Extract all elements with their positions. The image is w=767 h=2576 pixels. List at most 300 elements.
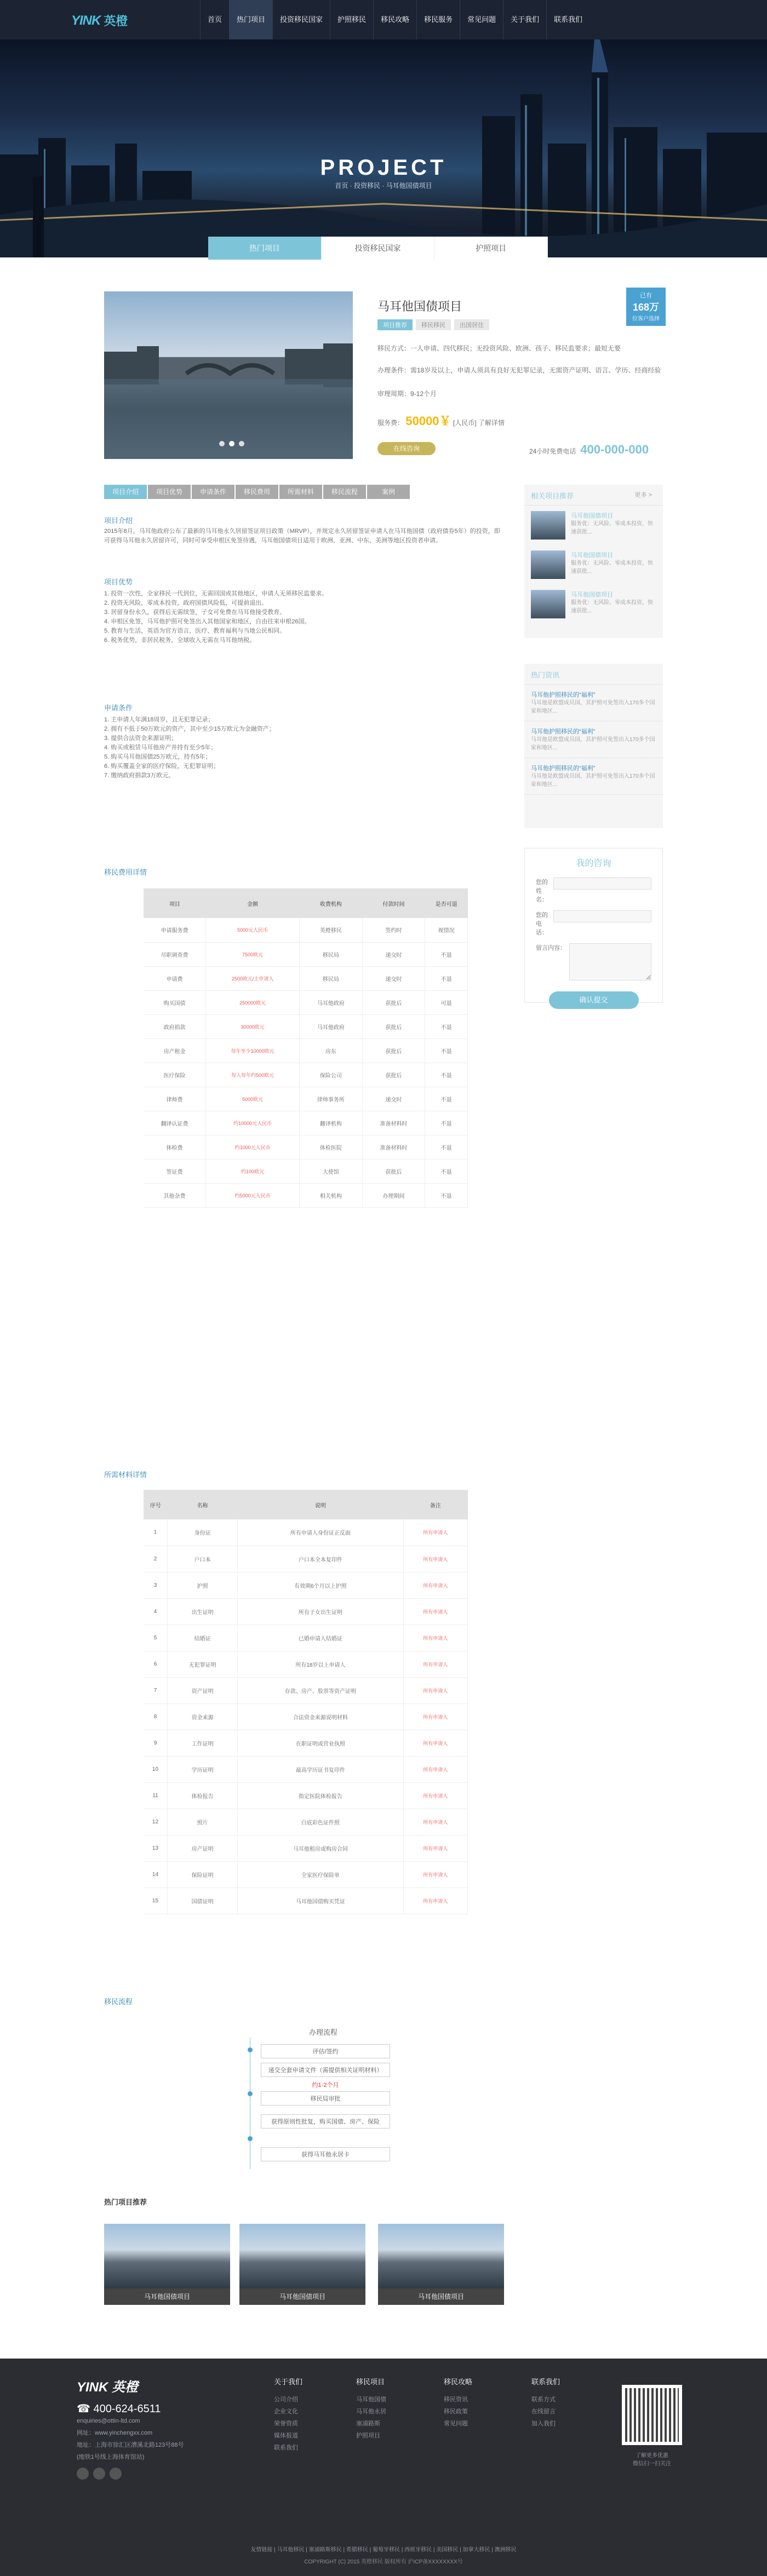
badge-line1: 已有 <box>640 292 652 299</box>
project-title: 马耳他国债项目 <box>377 300 462 313</box>
fee-cell: 视情况 <box>425 918 468 942</box>
fee-cell: 英橙移民 <box>300 918 363 942</box>
recommend-card[interactable] <box>378 2224 504 2305</box>
process-title: 办理流程 <box>308 2028 337 2036</box>
fee-cell: 获批后 <box>362 1159 425 1183</box>
material-cell: 所有申请人 <box>403 1809 467 1835</box>
material-cell: 工作证明 <box>167 1730 237 1756</box>
logo-wordmark: YINK <box>71 13 101 28</box>
requirement-item: 5. 购买马耳他国债25万欧元，持有5年； <box>104 754 211 760</box>
material-cell: 5 <box>144 1625 167 1651</box>
advantage-item: 2. 投资无风险，零成本投资，政府国债风险低，可提前退出。 <box>104 600 268 606</box>
material-cell: 所有申请人 <box>403 1519 467 1546</box>
breadcrumb[interactable]: 首页 · 投资移民 · 马耳他国债项目 <box>335 182 432 190</box>
footer-link[interactable]: 护照项目 <box>356 2432 380 2439</box>
fee-cell: 房东 <box>300 1039 363 1063</box>
fee-row <box>144 1087 468 1111</box>
hotline-label: 24小时免费电话 <box>529 447 576 455</box>
footer-col-guide <box>444 2376 472 2430</box>
price-note[interactable]: [人民币] 了解详情 <box>453 419 505 427</box>
fee-cell: 可退 <box>425 990 468 1014</box>
tag[interactable]: 移民移民 <box>416 319 451 330</box>
carousel-dots <box>219 441 244 446</box>
material-cell: 所有申请人 <box>403 1598 467 1625</box>
footer-link[interactable]: 在线留言 <box>531 2408 556 2415</box>
recommend-heading: 热门项目推荐 <box>104 2198 147 2206</box>
requirement-item: 3. 提供合法资金来源证明； <box>104 735 178 742</box>
footer-link[interactable]: 移民资讯 <box>444 2396 468 2403</box>
material-cell: 保险证明 <box>167 1861 237 1887</box>
section-materials-heading: 所需材料详情 <box>104 1471 147 1479</box>
footer-link[interactable]: 加入我们 <box>531 2420 556 2427</box>
fee-col-header: 收费机构 <box>300 888 363 918</box>
social-icons <box>77 2468 208 2480</box>
process-step: 获得原则性批复，购买国债、房产、保险 <box>261 2114 390 2129</box>
footer-address2: (地铁1号线上海体育馆站) <box>77 2454 145 2460</box>
material-cell: 所有申请人 <box>403 1782 467 1809</box>
material-row <box>144 1651 468 1677</box>
advantage-item: 6. 税务优势，非居民税务，全球收入无需在马耳他纳税。 <box>104 637 256 644</box>
material-row <box>144 1835 468 1861</box>
nav-passport[interactable]: 护照移民 <box>330 0 373 39</box>
fee-cell: 获批后 <box>362 1014 425 1039</box>
project-photo <box>104 291 353 459</box>
fee-cell: 政府捐款 <box>144 1014 206 1039</box>
requirement-item: 1. 主申请人年满18周岁，且无犯罪记录； <box>104 716 214 723</box>
subnav-hot[interactable]: 热门项目 <box>208 237 322 260</box>
requirement-item: 7. 缴纳政府捐款3万欧元。 <box>104 772 175 779</box>
material-row <box>144 1861 468 1887</box>
tab-cases[interactable]: 案例 <box>367 485 410 499</box>
fee-cell: 律师费 <box>144 1087 206 1111</box>
recommend-image <box>378 2224 504 2288</box>
form-title: 我的咨询 <box>576 859 611 868</box>
material-row <box>144 1572 468 1598</box>
material-cell: 所有申请人 <box>403 1677 467 1703</box>
fee-cell: 购买国债 <box>144 990 206 1014</box>
process-step: 获得马耳他永居卡 <box>261 2147 390 2161</box>
tab-advantage[interactable]: 项目优势 <box>148 485 191 499</box>
fee-cell: 不退 <box>425 1183 468 1207</box>
fee-cell: 5000元人民币 <box>206 918 300 942</box>
fee-cell: 尽职调查费 <box>144 942 206 966</box>
footer-phone <box>77 2403 208 2415</box>
project-tags <box>377 319 489 330</box>
consult-button[interactable]: 在线咨询 <box>377 442 436 455</box>
section-advantage-list <box>104 589 504 645</box>
nav-about[interactable]: 关于我们 <box>503 0 546 39</box>
fee-cell: 保险公司 <box>300 1063 363 1087</box>
consult-form <box>524 848 663 1003</box>
material-cell: 7 <box>144 1677 167 1703</box>
material-cell: 3 <box>144 1572 167 1598</box>
carousel-dot-active[interactable] <box>229 441 234 446</box>
badge-line3: 位客户选择 <box>632 316 660 322</box>
footer-link[interactable]: 马耳他永居 <box>356 2408 386 2415</box>
qr-code-icon <box>622 2385 682 2445</box>
footer-logo-word: YINK <box>77 2380 108 2395</box>
fee-cell: 准备材料时 <box>362 1135 425 1159</box>
material-cell: 资金来源 <box>167 1703 237 1730</box>
logo-cn: 英橙 <box>104 15 128 28</box>
material-cell: 6 <box>144 1651 167 1677</box>
process-duration: 约1-2个月 <box>312 2082 339 2089</box>
process-step: 递交全套申请文件（需提供相关证明材料） <box>261 2063 390 2077</box>
material-cell: 马耳他国债购买凭证 <box>238 1887 403 1914</box>
sub-nav <box>208 237 548 260</box>
recommend-label: 马耳他国债项目 <box>378 2288 504 2305</box>
material-cell: 白底彩色证件照 <box>238 1809 403 1835</box>
process-dot <box>248 2047 253 2052</box>
friend-links[interactable]: 友情链接 | 马耳他移民 | 塞浦路斯移民 | 希腊移民 | 葡萄牙移民 | 西班牙移民 | 美国移民 | 加拿大移民 | 澳洲移民 <box>250 2547 517 2553</box>
material-cell: 1 <box>144 1519 167 1546</box>
material-cell: 护照 <box>167 1572 237 1598</box>
material-cell: 4 <box>144 1598 167 1625</box>
tab-intro[interactable]: 项目介绍 <box>104 485 147 499</box>
fee-cell: 准备材料时 <box>362 1111 425 1135</box>
related-item-title: 马耳他国债项目 <box>570 592 613 598</box>
wechat-icon[interactable] <box>77 2468 89 2480</box>
phone-icon: ☎ <box>77 2403 94 2415</box>
material-row <box>144 1756 468 1782</box>
subnav-passport[interactable]: 护照项目 <box>434 237 548 260</box>
mat-col-header: 说明 <box>238 1490 403 1519</box>
tab-fees[interactable]: 移民费用 <box>236 485 278 499</box>
fee-cell: 不退 <box>425 1039 468 1063</box>
hot-news-headline: 马耳他护照移民的“福利” <box>531 765 596 772</box>
material-row <box>144 1598 468 1625</box>
fee-cell: 移民局 <box>300 942 363 966</box>
qq-icon[interactable] <box>110 2468 122 2480</box>
material-cell: 12 <box>144 1809 167 1835</box>
material-cell: 9 <box>144 1730 167 1756</box>
fee-cell: 获批后 <box>362 1063 425 1087</box>
fee-col-header: 项目 <box>144 888 206 918</box>
material-cell: 有效期6个月以上护照 <box>238 1572 403 1598</box>
related-item[interactable] <box>524 545 663 584</box>
fee-cell: 约10000元人民币 <box>206 1111 300 1135</box>
recommend-card[interactable] <box>104 2224 230 2305</box>
mat-col-header: 名称 <box>167 1490 237 1519</box>
material-row <box>144 1730 468 1756</box>
section-advantage-heading: 项目优势 <box>104 578 133 586</box>
section-requirements-list <box>104 715 504 781</box>
fee-cell: 大使馆 <box>300 1159 363 1183</box>
footer-link[interactable]: 移民政策 <box>444 2408 468 2415</box>
hotline <box>529 443 649 457</box>
material-cell: 13 <box>144 1835 167 1861</box>
material-cell: 无犯罪证明 <box>167 1651 237 1677</box>
material-cell: 所有申请人 <box>403 1887 467 1914</box>
fee-row <box>144 1014 468 1039</box>
name-label: 您的姓名： <box>536 879 548 903</box>
fee-row <box>144 918 468 942</box>
tab-materials[interactable]: 所需材料 <box>279 485 322 499</box>
tab-process[interactable]: 移民流程 <box>323 485 366 499</box>
badge-count: 168万 <box>632 302 660 313</box>
fee-cell: 不退 <box>425 1111 468 1135</box>
fee-cell: 翻译机构 <box>300 1111 363 1135</box>
nav-guide[interactable]: 移民攻略 <box>373 0 416 39</box>
material-cell: 马耳他租房或购房合同 <box>238 1835 403 1861</box>
related-item-desc: 服务优：无风险、零成本投资，快速获批... <box>570 521 653 535</box>
weibo-icon[interactable] <box>93 2468 105 2480</box>
fee-cell: 马耳他政府 <box>300 1014 363 1039</box>
fee-cell: 签证费 <box>144 1159 206 1183</box>
footer-link[interactable]: 联系我们 <box>274 2445 298 2451</box>
process-step: 评估/签约 <box>261 2044 390 2058</box>
material-cell: 11 <box>144 1782 167 1809</box>
recommend-image <box>104 2224 230 2288</box>
material-cell: 14 <box>144 1861 167 1887</box>
materials-table <box>144 1490 468 1914</box>
fee-col-header: 付款时间 <box>362 888 425 918</box>
section-requirements-heading: 申请条件 <box>104 704 133 712</box>
fee-cell: 签约时 <box>362 918 425 942</box>
submit-button[interactable]: 确认提交 <box>549 991 639 1009</box>
material-cell: 所有申请人 <box>403 1861 467 1887</box>
fee-cell: 7500欧元 <box>206 942 300 966</box>
mat-col-header: 备注 <box>403 1490 467 1519</box>
material-row <box>144 1887 468 1914</box>
copyright: COPYRIGHT (C) 2015 英橙移民 版权所有 沪ICP备XXXXXXXX号 <box>304 2559 463 2565</box>
material-cell: 指定医院体检报告 <box>238 1782 403 1809</box>
fee-cell: 递交时 <box>362 966 425 990</box>
service-fee <box>377 412 505 429</box>
related-item[interactable] <box>524 506 663 545</box>
fee-cell: 体检医院 <box>300 1135 363 1159</box>
recommend-label: 马耳他国债项目 <box>104 2288 230 2305</box>
tag[interactable]: 项目推荐 <box>377 319 413 330</box>
material-cell: 所有申请人身份证正反面 <box>238 1519 403 1546</box>
material-cell: 所有申请人 <box>403 1546 467 1572</box>
material-cell: 所有申请人 <box>403 1703 467 1730</box>
carousel-dot[interactable] <box>239 441 244 446</box>
message-label: 留言内容： <box>536 945 566 951</box>
hot-news-headline: 马耳他护照移民的“福利” <box>531 692 596 698</box>
fee-row <box>144 1111 468 1135</box>
footer-link[interactable]: 企业文化 <box>274 2408 298 2415</box>
fee-cell: 30000欧元 <box>206 1014 300 1039</box>
material-cell: 所有申请人 <box>403 1756 467 1782</box>
related-item[interactable] <box>524 584 663 624</box>
section-fee-heading: 移民费用详情 <box>104 868 147 876</box>
nav-home[interactable]: 首页 <box>200 0 229 39</box>
nav-faq[interactable]: 常见问题 <box>460 0 503 39</box>
qr-caption: 了解更多优惠 微信扫一扫关注 <box>633 2453 671 2467</box>
material-cell: 所有申请人 <box>403 1730 467 1756</box>
fee-cell: 不退 <box>425 1087 468 1111</box>
footer-logo-cn: 英橙 <box>112 2380 139 2395</box>
footer-link[interactable]: 马耳他国债 <box>356 2396 386 2403</box>
fee-cell: 马耳他政府 <box>300 990 363 1014</box>
material-cell: 存款、房产、股票等资产证明 <box>238 1677 403 1703</box>
related-item-title: 马耳他国债项目 <box>570 552 613 559</box>
hot-news-title: 热门资讯 <box>524 664 663 685</box>
phone-label: 您的电话： <box>536 912 548 936</box>
material-cell: 出生证明 <box>167 1598 237 1625</box>
material-cell: 户口本 <box>167 1546 237 1572</box>
footer-link[interactable]: 荣誉资质 <box>274 2420 298 2427</box>
sidebar-related <box>524 485 663 638</box>
fee-cell: 不退 <box>425 1135 468 1159</box>
related-thumb <box>531 550 565 579</box>
material-cell: 合法资金来源说明材料 <box>238 1703 403 1730</box>
footer-col-title: 联系我们 <box>531 2378 560 2386</box>
material-row <box>144 1677 468 1703</box>
footer-col-title: 移民攻略 <box>444 2378 473 2386</box>
material-cell: 学历证明 <box>167 1756 237 1782</box>
carousel-dot[interactable] <box>219 441 225 446</box>
fee-cell: 医疗保险 <box>144 1063 206 1087</box>
related-thumb <box>531 511 565 540</box>
material-cell: 所有子女出生证明 <box>238 1598 403 1625</box>
city-skyline-image <box>0 39 767 257</box>
fee-cell: 不退 <box>425 1014 468 1039</box>
material-cell: 所有18岁以上申请人 <box>238 1651 403 1677</box>
detail-tabs <box>104 485 410 499</box>
advantage-item: 5. 教育与生活，英语为官方语言，医疗、教育福利与当地公民相同。 <box>104 628 286 634</box>
recommend-card[interactable] <box>239 2224 365 2305</box>
hot-news-item[interactable] <box>524 685 663 721</box>
fee-row <box>144 1063 468 1087</box>
footer-col-projects <box>356 2376 386 2442</box>
requirement-item: 2. 拥有不低于50万欧元的资产，其中至少15万欧元为金融资产； <box>104 726 275 732</box>
footer-col-contact <box>531 2376 560 2430</box>
related-item-title: 马耳他国债项目 <box>570 513 613 519</box>
material-row <box>144 1519 468 1546</box>
fee-cell: 申请费 <box>144 966 206 990</box>
fee-cell: 约1000元人民币 <box>206 1135 300 1159</box>
hot-news-desc: 马耳他是欧盟成员国，其护照可免签出入170多个国家和地区... <box>531 773 655 788</box>
fee-cell: 办理期间 <box>362 1183 425 1207</box>
fee-cell: 申请服务费 <box>144 918 206 942</box>
footer-col-about <box>274 2376 302 2454</box>
footer-link[interactable]: 公司介绍 <box>274 2396 298 2403</box>
material-cell: 户口本全本复印件 <box>238 1546 403 1572</box>
fee-row <box>144 1039 468 1063</box>
process-step: 移民局审批 <box>261 2091 390 2105</box>
requirement-item: 6. 购买覆盖全家的医疗保险，无犯罪证明； <box>104 763 220 770</box>
banner-title: PROJECT <box>320 156 447 180</box>
footer-link[interactable]: 联系方式 <box>531 2396 556 2403</box>
fee-cell: 约5000元人民币 <box>206 1183 300 1207</box>
material-cell: 体检报告 <box>167 1782 237 1809</box>
footer-email[interactable]: enquiries@ottin-ltd.com <box>77 2418 140 2424</box>
section-intro-heading: 项目介绍 <box>104 517 133 525</box>
nav-contact[interactable]: 联系我们 <box>546 0 589 39</box>
project-method: 移民方式：一人申请、四代移民；无投资风险、欧洲、孩子、移民监要求；最短无要 <box>377 345 621 352</box>
footer <box>0 2359 767 2576</box>
footer-contact <box>77 2376 208 2480</box>
phone-input[interactable] <box>553 910 651 922</box>
fee-cell: 5000欧元 <box>206 1087 300 1111</box>
related-thumb <box>531 590 565 618</box>
sidebar-hot-news <box>524 664 663 828</box>
project-period: 审理周期：9-12个月 <box>377 390 437 398</box>
client-badge <box>626 288 666 326</box>
hot-news-desc: 马耳他是欧盟成员国，其护照可免签出入170多个国家和地区... <box>531 700 655 714</box>
advantage-item: 3. 居留身份永久，获得后无需续签，子女可免费在马耳他接受教育。 <box>104 609 286 616</box>
footer-site[interactable]: 网址：www.yinchengxx.com <box>77 2430 153 2436</box>
more-link[interactable]: 更多 > <box>634 492 652 498</box>
fee-cell: 移民局 <box>300 966 363 990</box>
hot-news-item[interactable] <box>524 721 663 758</box>
fee-row <box>144 990 468 1014</box>
material-cell: 房产证明 <box>167 1835 237 1861</box>
top-navbar <box>0 0 767 39</box>
material-cell: 8 <box>144 1703 167 1730</box>
material-cell: 15 <box>144 1887 167 1914</box>
related-title: 相关项目推荐 <box>524 485 663 506</box>
price-value: 50000￥ <box>405 414 451 428</box>
hot-news-item[interactable] <box>524 758 663 795</box>
material-cell: 所有申请人 <box>403 1835 467 1861</box>
nav-hot[interactable]: 热门项目 <box>229 0 272 39</box>
material-cell: 身份证 <box>167 1519 237 1546</box>
fee-cell: 每人每年约500欧元 <box>206 1063 300 1087</box>
process-dot <box>248 2091 253 2096</box>
advantage-item: 1. 投资一次性，全家移民一代到位，无需回国或其他地区，申请人无须移民监要求。 <box>104 590 328 597</box>
fee-cell: 律师事务所 <box>300 1087 363 1111</box>
fee-col-header: 是否可退 <box>425 888 468 918</box>
material-cell: 已婚申请人结婚证 <box>238 1625 403 1651</box>
material-cell: 所有申请人 <box>403 1651 467 1677</box>
fee-cell: 每年至少10000欧元 <box>206 1039 300 1063</box>
fee-table <box>144 888 468 1208</box>
footer-link[interactable]: 媒体报道 <box>274 2432 298 2439</box>
footer-col-title: 移民项目 <box>356 2378 385 2386</box>
material-cell: 最高学历证书复印件 <box>238 1756 403 1782</box>
fee-row <box>144 1159 468 1183</box>
nav-countries[interactable]: 投资移民国家 <box>272 0 330 39</box>
advantage-item: 4. 申根区免签，马耳他护照可免签出入其他国家和地区，自由往来申根26国。 <box>104 618 311 625</box>
tab-conditions[interactable]: 申请条件 <box>192 485 234 499</box>
footer-link[interactable]: 塞浦路斯 <box>356 2420 380 2427</box>
material-row <box>144 1625 468 1651</box>
material-cell: 10 <box>144 1756 167 1782</box>
fee-cell: 相关机构 <box>300 1183 363 1207</box>
logo[interactable] <box>71 12 128 29</box>
footer-link[interactable]: 常见问题 <box>444 2420 468 2427</box>
recommend-image <box>239 2224 365 2288</box>
main-nav <box>200 0 589 39</box>
project-conditions: 办理条件：需18岁及以上，申请人须具有良好无犯罪记录，无需资产证明、语言、学历、经商经验 <box>377 366 661 374</box>
nav-service[interactable]: 移民服务 <box>416 0 460 39</box>
footer-col-title: 关于我们 <box>274 2378 303 2386</box>
material-cell: 2 <box>144 1546 167 1572</box>
name-input[interactable] <box>553 877 651 890</box>
material-row <box>144 1782 468 1809</box>
footer-phone-number: 400-624-6511 <box>93 2403 161 2415</box>
hot-news-headline: 马耳他护照移民的“福利” <box>531 728 596 735</box>
material-row <box>144 1809 468 1835</box>
fee-cell: 不退 <box>425 1063 468 1087</box>
fee-cell: 2500欧元/主申请人 <box>206 966 300 990</box>
section-process-heading: 移民流程 <box>104 1998 133 2006</box>
related-item-desc: 服务优：无风险、零成本投资，快速获批... <box>570 600 653 614</box>
material-cell: 照片 <box>167 1809 237 1835</box>
mat-col-header: 序号 <box>144 1490 167 1519</box>
footer-logo[interactable] <box>77 2376 208 2395</box>
tag[interactable]: 出国居住 <box>454 319 489 330</box>
message-input[interactable] <box>569 943 651 980</box>
fee-cell: 体检费 <box>144 1135 206 1159</box>
subnav-countries[interactable]: 投资移民国家 <box>322 237 435 260</box>
material-row <box>144 1546 468 1572</box>
fee-cell: 递交时 <box>362 942 425 966</box>
fee-cell: 250000欧元 <box>206 990 300 1014</box>
